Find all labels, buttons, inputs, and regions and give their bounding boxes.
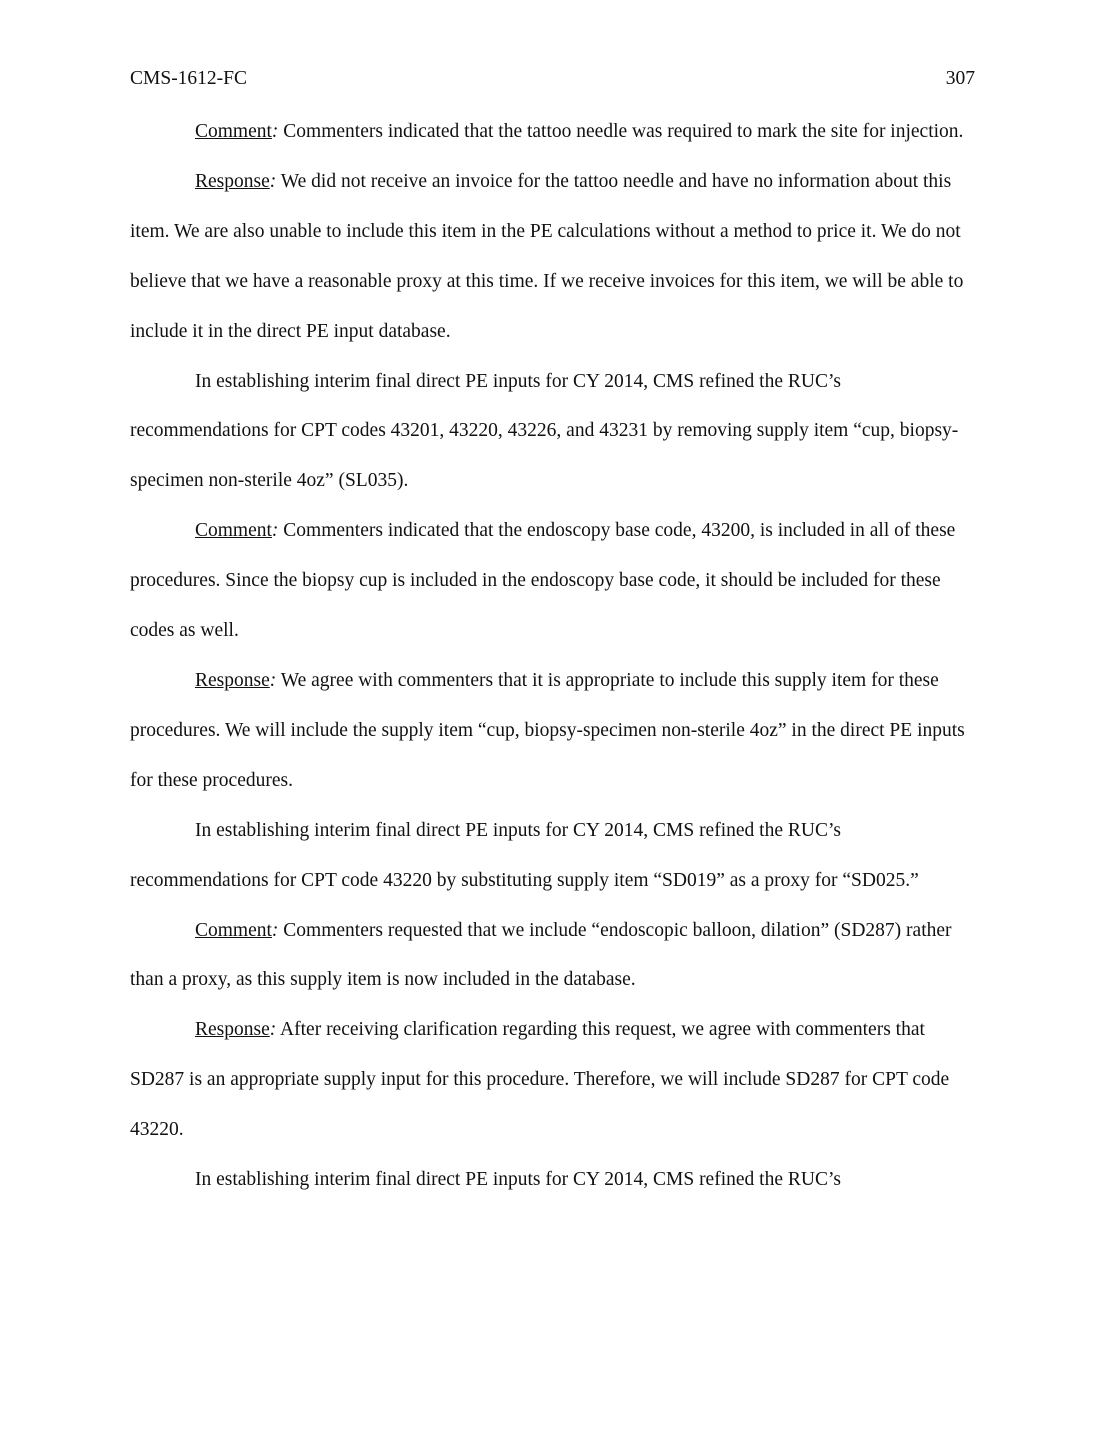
comment-label: Comment (195, 520, 272, 542)
page-number: 307 (945, 68, 975, 89)
response-label: Response (195, 170, 270, 192)
response-label: Response (195, 1019, 270, 1041)
label-colon: : (271, 121, 279, 142)
label-colon: : (269, 170, 277, 192)
paragraph-text: We did not receive an invoice for the tattoo needle and have no information about this item. We are also unable to include this item in the PE calculations without a method to price it. We do not believe that we have a reasonable proxy at this time. If we receive invoices for this item, we will be able to include it in the direct PE input database. (130, 170, 964, 342)
page-header (130, 66, 975, 92)
paragraph-comment (130, 906, 976, 1006)
label-colon: : (269, 669, 277, 691)
paragraph-response (130, 656, 976, 806)
label-colon: : (271, 520, 279, 542)
document-body (130, 107, 976, 1205)
paragraph-text: Commenters indicated that the endoscopy base code, 43200, is included in all of these procedures. Since the biopsy cup is included in the endoscopy base code, it should be included for these codes as well. (130, 520, 956, 642)
paragraph-response (130, 157, 976, 357)
paragraph-text: After receiving clarification regarding this request, we agree with commenters that SD287 is an appropriate supply input for this procedure. Therefore, we will include SD287 for CPT code 43220. (130, 1019, 950, 1141)
paragraph-response (130, 1005, 976, 1155)
label-colon: : (271, 919, 279, 941)
paragraph-text: In establishing interim final direct PE inputs for CY 2014, CMS refined the RUC’s recommendations for CPT codes 43201, 43220, 43226, and 43231 by removing supply item “cup, biopsy-specimen non-sterile 4oz” (SL035). (130, 370, 959, 492)
label-colon: : (269, 1019, 277, 1041)
comment-label: Comment (195, 121, 272, 142)
paragraph-comment (130, 107, 976, 157)
response-label: Response (195, 669, 270, 691)
paragraph-text: Commenters indicated that the tattoo needle was required to mark the site for injection. (278, 121, 964, 142)
document-id: CMS-1612-FC (130, 68, 248, 89)
paragraph-body (130, 806, 976, 906)
paragraph-text: In establishing interim final direct PE inputs for CY 2014, CMS refined the RUC’s recommendations for CPT code 43220 by substituting supply item “SD019” as a proxy for “SD025.” (130, 819, 919, 891)
paragraph-text: Commenters requested that we include “endoscopic balloon, dilation” (SD287) rather than a proxy, as this supply item is now included in the database. (130, 919, 952, 991)
paragraph-body (130, 1155, 976, 1205)
paragraph-comment (130, 506, 976, 656)
paragraph-text: In establishing interim final direct PE inputs for CY 2014, CMS refined the RUC’s (195, 1169, 841, 1191)
paragraph-text: We agree with commenters that it is appropriate to include this supply item for these procedures. We will include the supply item “cup, biopsy-specimen non-sterile 4oz” in the direct PE inputs for these procedures. (130, 669, 965, 791)
comment-label: Comment (195, 919, 272, 941)
paragraph-body (130, 357, 976, 507)
